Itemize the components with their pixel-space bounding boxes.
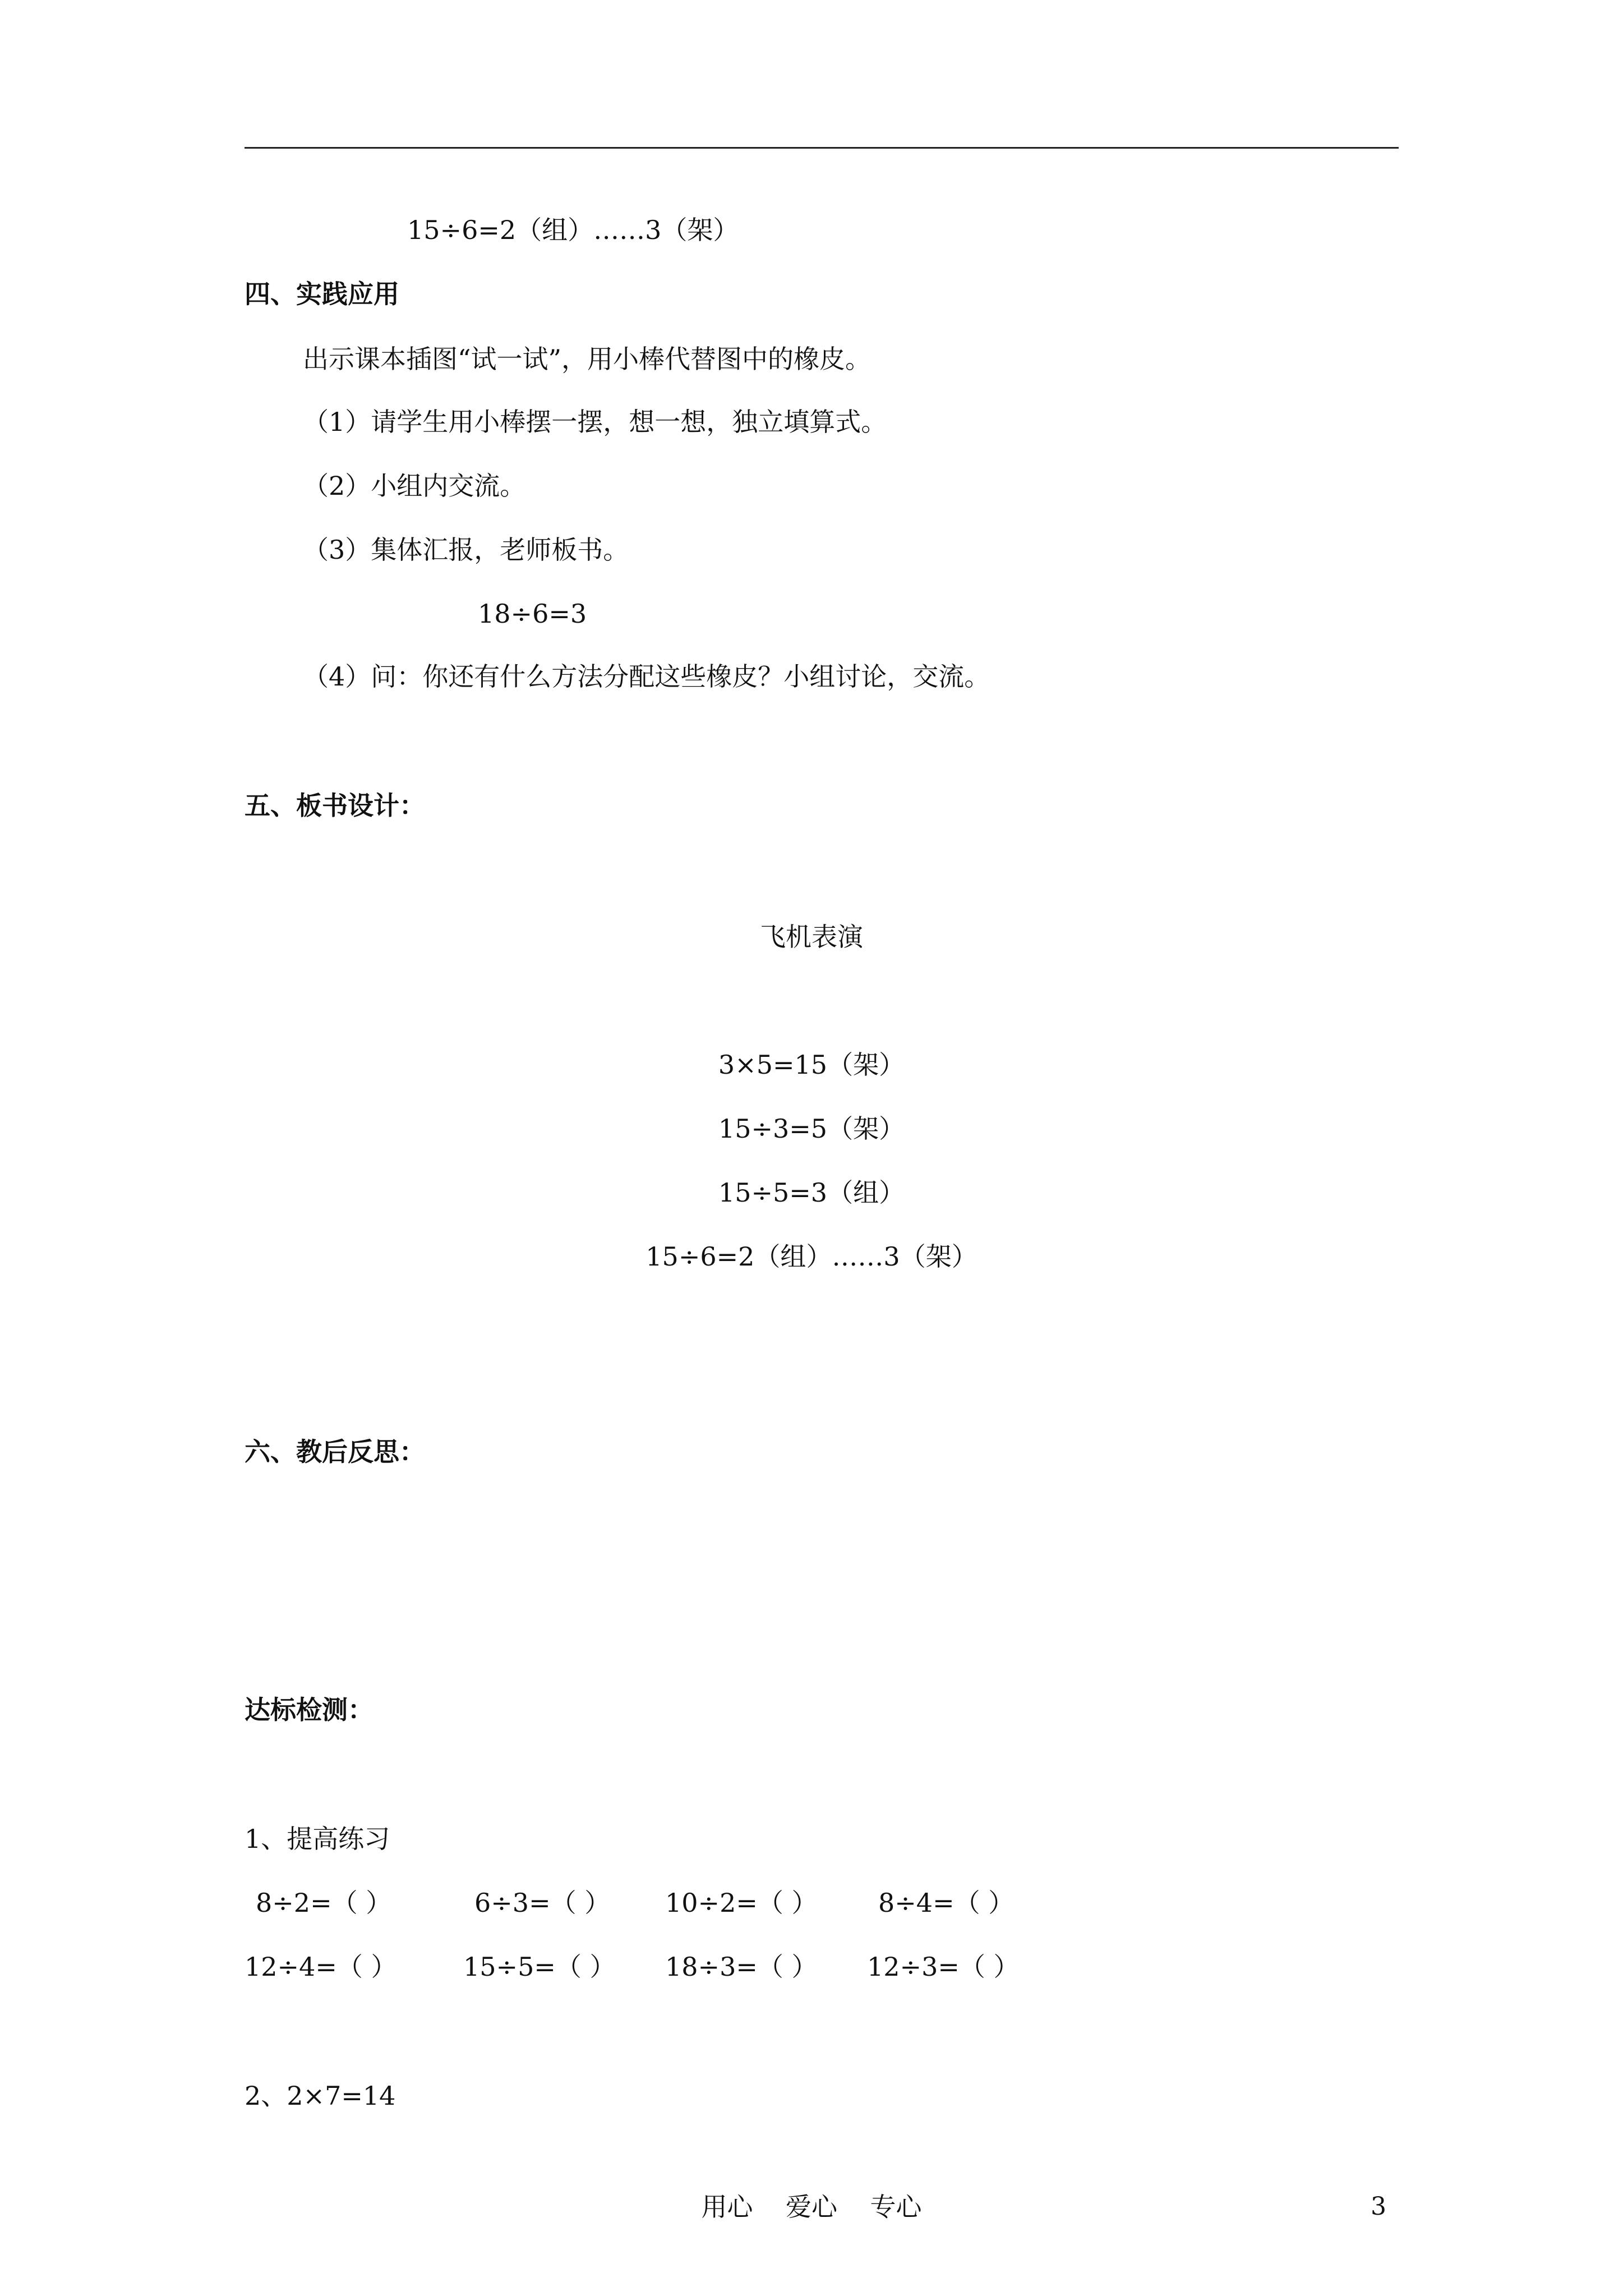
paragraph: （4）问：你还有什么方法分配这些橡皮？小组讨论，交流。	[303, 661, 990, 692]
exercise-heading: 2、2×7=14	[245, 2081, 396, 2111]
exercise-heading: 1、提高练习	[245, 1824, 390, 1854]
equation-line: 15÷6=2（组）……3（架）	[407, 215, 739, 245]
section-heading-board-design: 五、板书设计：	[245, 790, 425, 821]
exercise-item: 15÷5=（ ）	[463, 1952, 616, 1982]
board-equation: 15÷3=5（架）	[718, 1114, 905, 1144]
paragraph: 出示课本插图“试一试”，用小棒代替图中的橡皮。	[303, 344, 872, 374]
board-equation: 3×5=15（架）	[718, 1050, 905, 1080]
paragraph: （3）集体汇报，老师板书。	[303, 535, 629, 565]
board-equation: 15÷5=3（组）	[718, 1177, 905, 1208]
header-rule	[245, 147, 1399, 149]
paragraph: （1）请学生用小棒摆一摆，想一想，独立填算式。	[303, 407, 887, 437]
board-equation: 15÷6=2（组）……3（架）	[645, 1241, 978, 1272]
footer-motto: 用心 爱心 专心	[701, 2192, 922, 2222]
board-title: 飞机表演	[760, 922, 863, 952]
exercise-item: 10÷2=（ ）	[665, 1888, 818, 1918]
exercise-item: 6÷3=（ ）	[474, 1888, 611, 1918]
exercise-item: 12÷4=（ ）	[245, 1952, 397, 1982]
exercise-item: 8÷4=（ ）	[878, 1888, 1015, 1918]
exercise-item: 12÷3=（ ）	[867, 1952, 1020, 1982]
paragraph: （2）小组内交流。	[303, 471, 526, 501]
page-number: 3	[1371, 2192, 1386, 2221]
equation-line: 18÷6=3	[478, 599, 587, 629]
section-heading-practice: 四、实践应用	[245, 279, 399, 309]
exercise-item: 18÷3=（ ）	[665, 1952, 818, 1982]
exercise-item: 8÷2=（ ）	[256, 1888, 392, 1918]
section-heading-assessment: 达标检测：	[245, 1695, 374, 1725]
section-heading-reflection: 六、教后反思：	[245, 1437, 425, 1467]
